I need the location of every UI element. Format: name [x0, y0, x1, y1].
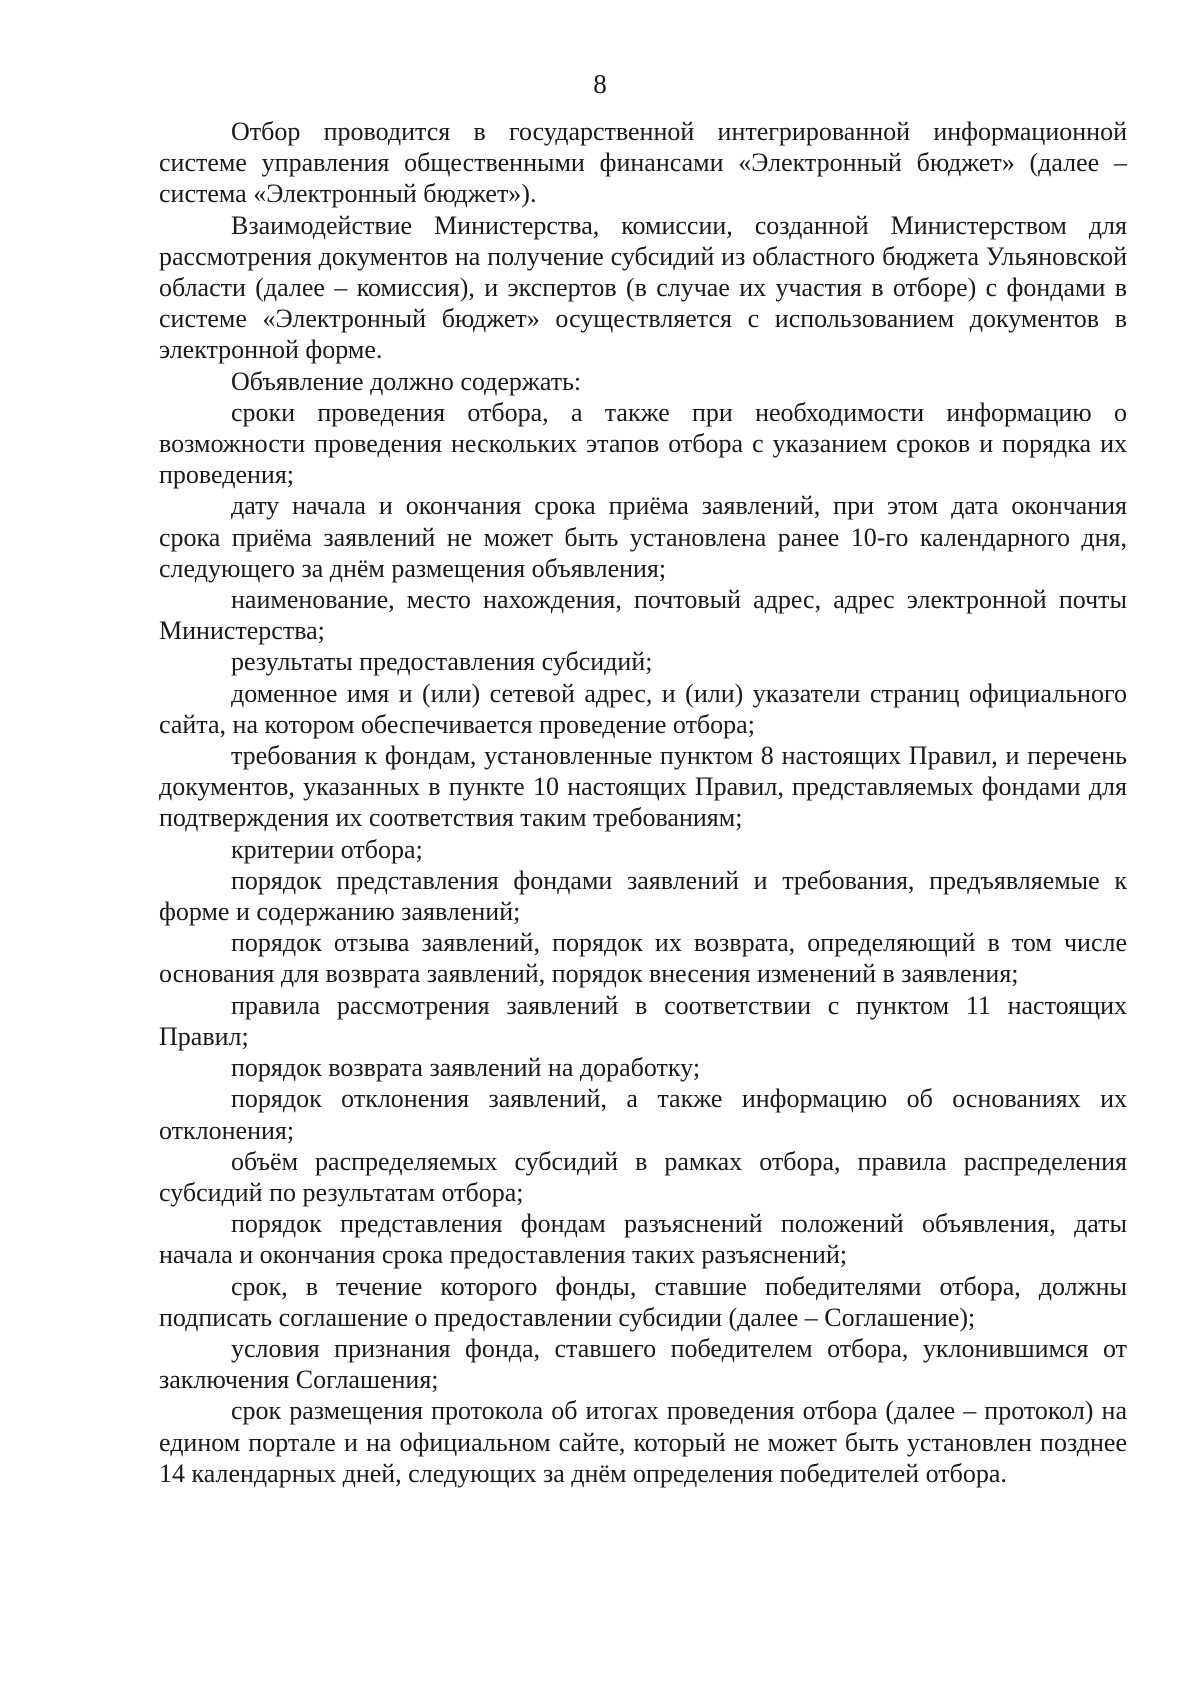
- paragraph-announcement-intro: Объявление должно содержать:: [231, 366, 582, 396]
- list-item: срок размещения протокола об итогах проведения отбора (далее – протокол) на едином портале и на официальном сайте, который не может быть установлен позднее 14 календарных дней, следующих за днём определения победителей отбора.: [159, 1396, 1127, 1488]
- paragraph-interaction: Взаимодействие Министерства, комиссии, созданной Министерством для рассмотрения документов на получение субсидий из областного бюджета Ульяновской области (далее – комиссия), и экспертов (в случае их участия в отборе) с фондами в системе «Электронный бюджет» осуществляется с использованием документов в электронной форме.: [159, 210, 1127, 365]
- list-item: порядок представления фондам разъяснений положений объявления, даты начала и окончания срока предоставления таких разъяснений;: [159, 1209, 1127, 1270]
- list-item: порядок отклонения заявлений, а также информацию об основаниях их отклонения;: [159, 1084, 1127, 1145]
- list-item: требования к фондам, установленные пунктом 8 настоящих Правил, и перечень документов, указанных в пункте 10 настоящих Правил, представляемых фондами для подтверждения их соответствия таким требованиям;: [159, 741, 1127, 833]
- list-item: критерии отбора;: [231, 834, 423, 864]
- list-item: объём распределяемых субсидий в рамках отбора, правила распределения субсидий по результатам отбора;: [159, 1146, 1127, 1207]
- list-item: дату начала и окончания срока приёма заявлений, при этом дата окончания срока приёма заявлений не может быть установлена ранее 10-го календарного дня, следующего за днём размещения объявления;: [159, 491, 1127, 583]
- document-body: [159, 116, 1127, 1489]
- list-item: порядок возврата заявлений на доработку;: [231, 1053, 701, 1083]
- list-item: условия признания фонда, ставшего победителем отбора, уклонившимся от заключения Соглашения;: [159, 1333, 1127, 1395]
- page-number: 8: [593, 69, 607, 99]
- paragraph-system: Отбор проводится в государственной интегрированной информационной системе управления общественными финансами «Электронный бюджет» (далее – система «Электронный бюджет»).: [159, 117, 1127, 209]
- list-item: доменное имя и (или) сетевой адрес, и (или) указатели страниц официального сайта, на котором обеспечивается проведение отбора;: [159, 678, 1127, 739]
- list-item: наименование, место нахождения, почтовый адрес, адрес электронной почты Министерства;: [159, 585, 1127, 646]
- list-item: порядок представления фондами заявлений и требования, предъявляемые к форме и содержанию заявлений;: [159, 865, 1127, 927]
- list-item: порядок отзыва заявлений, порядок их возврата, определяющий в том числе основания для возврата заявлений, порядок внесения изменений в заявления;: [159, 928, 1127, 989]
- list-item: срок, в течение которого фонды, ставшие победителями отбора, должны подписать соглашение о предоставлении субсидии (далее – Соглашение);: [159, 1271, 1127, 1332]
- list-item: сроки проведения отбора, а также при необходимости информацию о возможности проведения нескольких этапов отбора с указанием сроков и порядка их проведения;: [159, 397, 1127, 490]
- list-item: результаты предоставления субсидий;: [231, 647, 653, 677]
- list-item: правила рассмотрения заявлений в соответствии с пунктом 11 настоящих Правил;: [159, 990, 1127, 1051]
